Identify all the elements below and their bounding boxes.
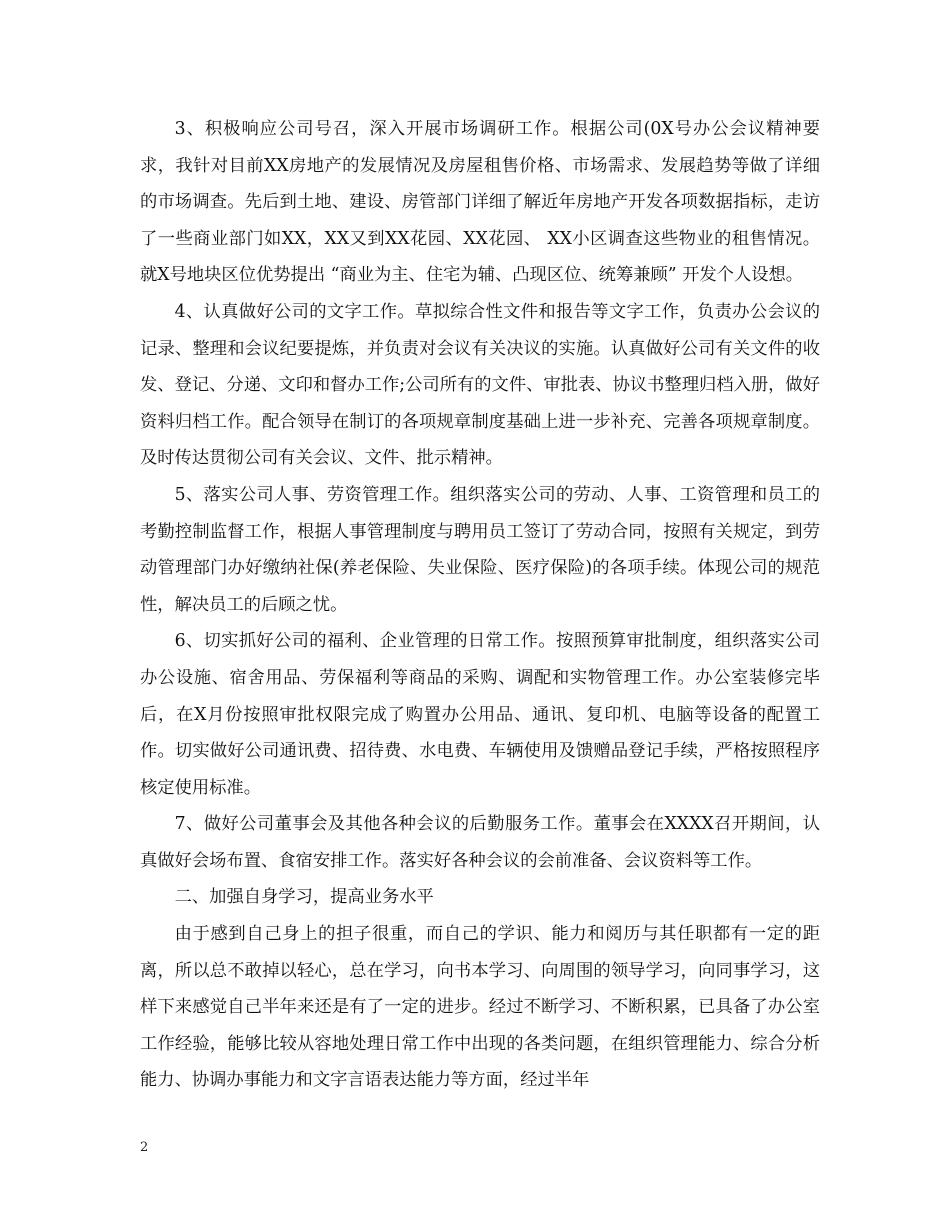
section-heading: 二、加强自身学习，提高业务水平	[174, 887, 434, 908]
paragraph-item-3: 3、积极响应公司号召，深入开展市场调研工作。根据公司(0X号办公会议精神要求，我针对目前XX房地产的发展情况及房屋租售价格、市场需求、发展趋势等做了详细的市场调查。先后到土地、建设、房管部门详细了解近年房地产开发各项数据指标，走访了一些商业部门如XX，XX又到XX花园、XX花园、 XX小区调查这些物业的租售情况。就X号地块区位优势提出 “商业为主、住宅为辅、凸现区位、统筹兼顾” 开发个人设想。	[140, 119, 820, 286]
paragraph-learning: 由于感到自己身上的担子很重，而自己的学识、能力和阅历与其任职都有一定的距离，所以总不敢掉以轻心，总在学习，向书本学习、向周围的领导学习，向同事学习，这样下来感觉自己半年来还是有了一定的进步。经过不断学习、不断积累，已具备了办公室工作经验，能够比较从容地处理日常工作中出现的各类问题，在组织管理能力、综合分析能力、协调办事能力和文字言语表达能力等方面，经过半年	[140, 924, 820, 1091]
paragraph-item-5: 5、落实公司人事、劳资管理工作。组织落实公司的劳动、人事、工资管理和员工的考勤控制监督工作，根据人事管理制度与聘用员工签订了劳动合同，按照有关规定，到劳动管理部门办好缴纳社保(养老保险、失业保险、医疗保险)的各项手续。体现公司的规范性，解决员工的后顾之忧。	[140, 484, 820, 615]
paragraph-item-4: 4、认真做好公司的文字工作。草拟综合性文件和报告等文字工作，负责办公会议的记录、整理和会议纪要提炼，并负责对会议有关决议的实施。认真做好公司有关文件的收发、登记、分递、文印和督办工作;公司所有的文件、审批表、协议书整理归档入册，做好资料归档工作。配合领导在制订的各项规章制度基础上进一步补充、完善各项规章制度。及时传达贯彻公司有关会议、文件、批示精神。	[140, 301, 820, 469]
page-number: 2	[140, 1140, 149, 1155]
document-body	[140, 111, 820, 1099]
paragraph-item-7: 7、做好公司董事会及其他各种会议的后勤服务工作。董事会在XXXX召开期间，认真做好会场布置、食宿安排工作。落实好各种会议的会前准备、会议资料等工作。	[140, 814, 820, 871]
paragraph-item-6: 6、切实抓好公司的福利、企业管理的日常工作。按照预算审批制度，组织落实公司办公设施、宿舍用品、劳保福利等商品的采购、调配和实物管理工作。办公室装修完毕后，在X月份按照审批权限完成了购置办公用品、通讯、复印机、电脑等设备的配置工作。切实做好公司通讯费、招待费、水电费、车辆使用及馈赠品登记手续，严格按照程序核定使用标准。	[140, 631, 820, 798]
